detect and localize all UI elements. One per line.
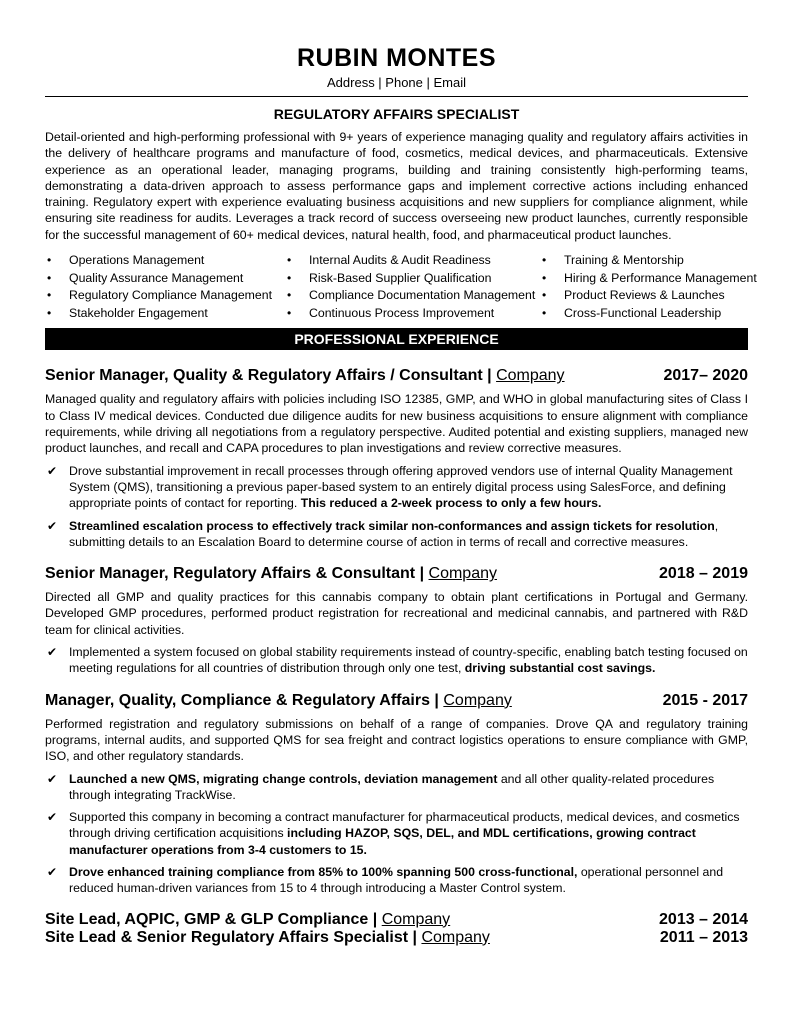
job-title: Site Lead, AQPIC, GMP & GLP Compliance [45,910,369,928]
checkmark-icon: ✔ [47,771,58,786]
job-title-line [45,565,497,583]
skill-item: • Stakeholder Engagement [45,305,285,321]
job-title: Senior Manager, Regulatory Affairs & Consultant [45,565,416,583]
achievement-highlight: driving substantial cost savings. [464,661,656,676]
separator: | [368,910,382,928]
skill-item: • Risk-Based Supplier Qualification [285,270,540,286]
job-header [45,692,748,710]
company-link[interactable]: Company [428,565,497,583]
achievement-text: operational personnel and reduced human-driven variances from 15 to 4 through introducing a Master Control system. [69,864,724,896]
company-link[interactable]: Company [443,691,512,709]
achievement-item [45,518,748,551]
achievement-item [45,463,748,512]
skill-item: • Training & Mentorship [540,252,748,268]
achievement-list [45,644,748,677]
skill-item: • Continuous Process Improvement [285,305,540,321]
skill-item: • Internal Audits & Audit Readiness [285,252,540,268]
skill-item: • Cross-Functional Leadership [540,305,748,321]
job-dates: 2015 - 2017 [662,691,748,709]
separator: | [429,691,444,709]
skills-grid [45,252,757,322]
checkmark-icon: ✔ [47,864,58,879]
achievement-text: Drove substantial improvement in recall processes through offering approved vendors use of internal Quality Management System (QMS), transitioning a previous paper-based system to an entirely digital process using SalesForce, and defining appropriate points of contact for reporting. [69,463,733,511]
job-title-line [45,692,512,710]
achievement-highlight: Streamlined escalation process to effectively track similar non-conformances and assign tickets for resolution [69,518,715,533]
contact-line: Address | Phone | Email [327,75,466,90]
skill-item: • Product Reviews & Launches [540,287,748,303]
job-title: Senior Manager, Quality & Regulatory Affairs / Consultant [45,367,483,385]
job-description: Performed registration and regulatory submissions on behalf of a range of companies. Drove QA and regulatory training programs, internal audits, and supported QMS for sea freight and contract logistics operations to ensure compliance with GMP, ISO, and other regulatory standards. [45,716,748,764]
separator: | [415,565,429,583]
job-title-line [45,911,450,929]
job-title: Manager, Quality, Compliance & Regulatory Affairs [45,691,430,709]
job-description: Managed quality and regulatory affairs with policies including ISO 12385, GMP, and WHO in global manufacturing sites of Class I to Class IV medical devices. Conducted due diligence audits for new business acquisitions to ensure alignment with compliance requirements, while driving all negotiations from a regulatory perspective. Audited potential and existing suppliers, managed new product launches, and recall and CAPA procedures to plan investigations and review corrective measures. [45,392,748,456]
job-title: Site Lead & Senior Regulatory Affairs Specialist [45,928,409,946]
achievement-highlight: including HAZOP, SQS, DEL, and MDL certifications, growing contract manufacturer operations from 3-4 customers to 15. [69,826,696,857]
professional-summary: Detail-oriented and high-performing professional with 9+ years of experience managing quality and regulatory affairs activities in the delivery of healthcare programs and manufacture of food, cosmetics, medical devices, and pharmaceuticals. Extensive experience as an operational leader, managing programs, building and training consistently high-performing teams, demonstrating a data-driven approach to assess performance gaps and implement corrective actions including enhanced training. Regulatory expert with experience evaluating business acquisitions and new suppliers for compliance alignment, while ensuring site readiness for audits. Leverages a track record of success overseeing new product launches, currently responsible for the successful management of 60+ medical devices, natural health, food, and pharmaceutical product launches. [45,130,748,242]
candidate-name: RUBIN MONTES [296,44,497,72]
job-title-line [45,367,565,385]
section-header-experience: PROFESSIONAL EXPERIENCE [45,328,748,350]
company-link[interactable]: Company [421,928,490,946]
job-dates: 2018 – 2019 [659,565,748,583]
achievement-highlight: This reduced a 2-week process to only a few hours. [300,496,602,511]
resume-page [45,44,757,947]
skill-item: • Regulatory Compliance Management [45,287,285,303]
job-dates: 2011 – 2013 [659,928,748,946]
skill-item: • Operations Management [45,252,285,268]
achievement-highlight: Drove enhanced training compliance from 85% to 100% spanning 500 cross-functional, [69,864,578,879]
separator: | [408,928,422,946]
skills-column-3 [540,252,757,322]
achievement-text: Implemented a system focused on global stability requirements instead of country-specific, enabling batch testing focused on meeting regulations for all countries of distribution through only one test, [69,645,748,676]
achievement-list [45,463,748,550]
checkmark-icon: ✔ [47,645,58,660]
job-dates: 2017– 2020 [663,367,748,385]
job-header [45,929,748,947]
achievement-highlight: Launched a new QMS, migrating change controls, deviation management [69,771,498,786]
achievement-text: , submitting details to an Escalation Board to determine course of action in terms of recall and corrective measures. [69,518,719,549]
company-link[interactable]: Company [496,367,565,385]
skills-column-1 [45,252,285,322]
achievement-item [45,809,748,858]
checkmark-icon: ✔ [47,518,58,533]
job-title-line [45,929,490,947]
achievement-item [45,644,748,677]
skill-item: • Hiring & Performance Management [540,270,748,286]
skills-column-2 [285,252,540,322]
achievement-text: Supported this company in becoming a contract manufacturer for pharmaceutical products, medical devices, and cosmetics through driving certification acquisitions [69,810,740,841]
job-dates: 2013 – 2014 [659,910,748,928]
job-header [45,565,748,583]
checkmark-icon: ✔ [47,810,58,825]
job-header [45,911,748,929]
achievement-item [45,771,748,804]
target-job-title: REGULATORY AFFAIRS SPECIALIST [273,106,520,122]
skill-item: • Quality Assurance Management [45,270,285,286]
achievement-text: and all other quality-related procedures through integrating TrackWise. [69,771,715,802]
checkmark-icon: ✔ [47,463,58,478]
separator: | [482,367,497,385]
skill-item: • Compliance Documentation Management [285,287,540,303]
company-link[interactable]: Company [381,910,451,928]
achievement-item [45,864,748,897]
job-description: Directed all GMP and quality practices for this cannabis company to obtain plant certifications in Portugal and Germany. Developed GMP procedures, performed product registration for recreational and medicinal cannabis, and partnered with R&D team for clinical activities. [45,590,748,637]
job-header [45,367,748,385]
header-divider [45,96,748,97]
achievement-list [45,771,748,897]
